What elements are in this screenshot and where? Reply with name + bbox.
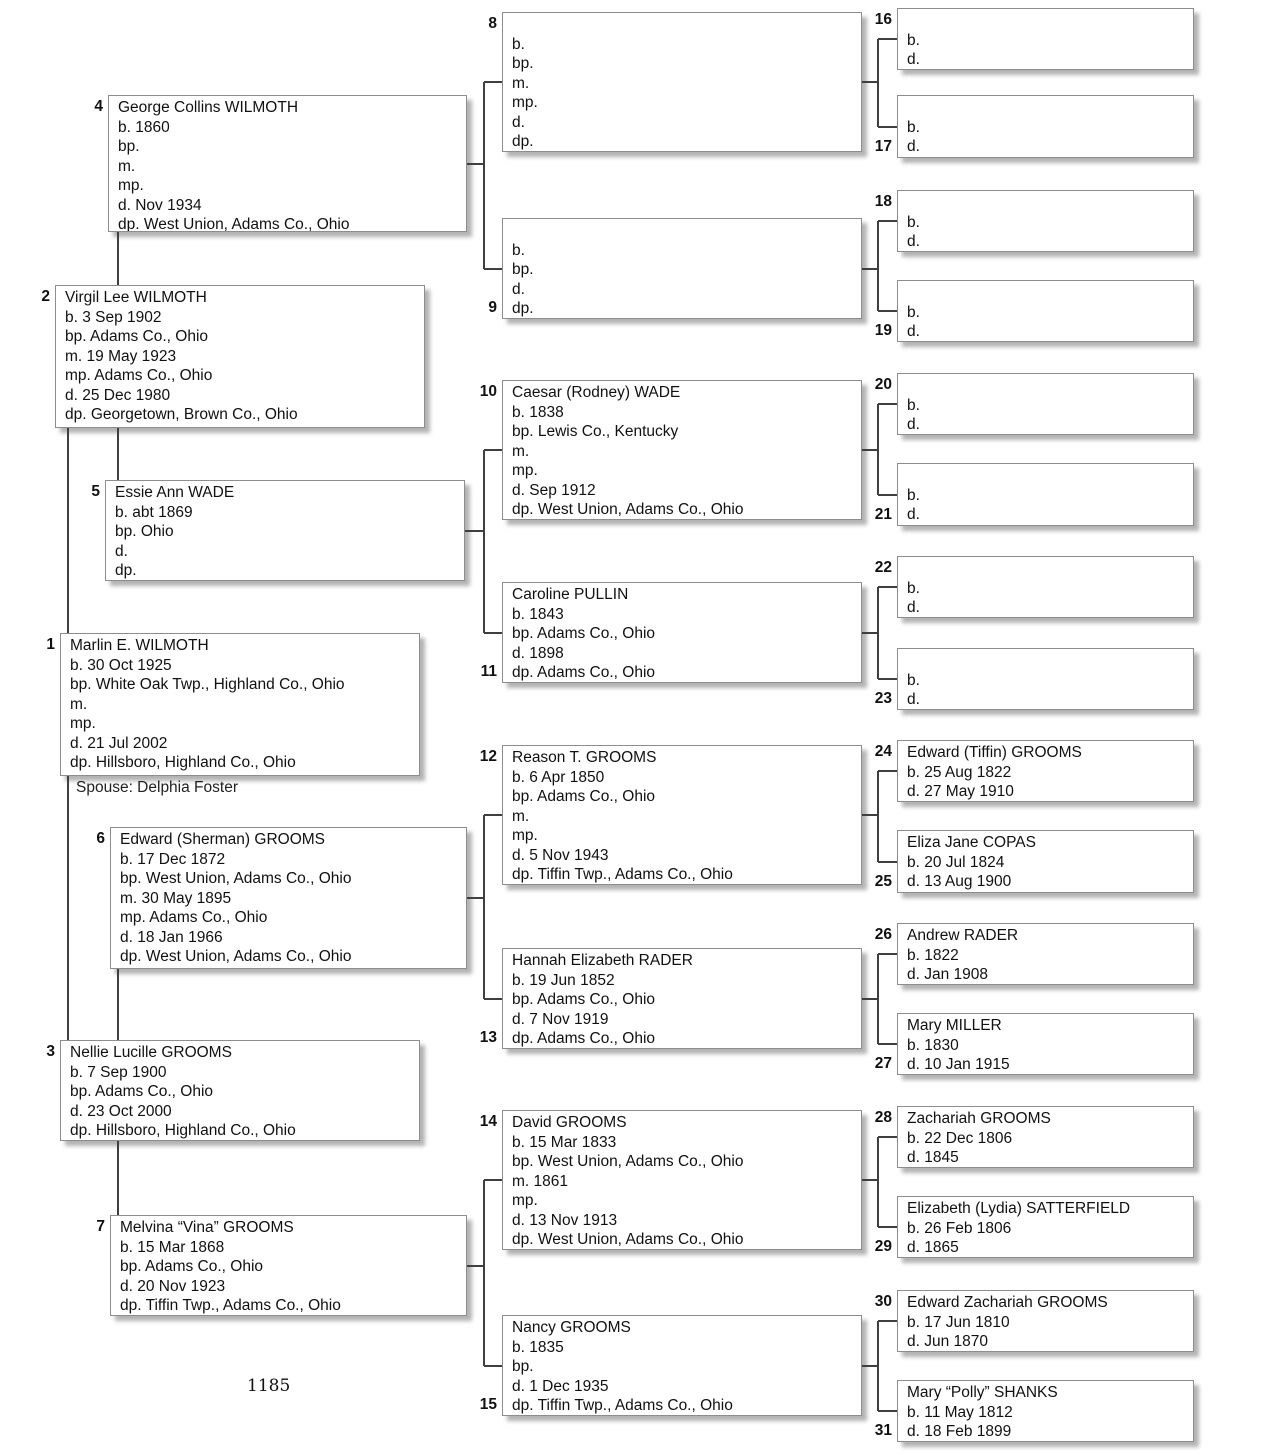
person-number-27: 27 xyxy=(874,1055,892,1072)
person-card-27 xyxy=(897,1013,1194,1075)
person-number-6: 6 xyxy=(96,830,105,847)
person-name: Caroline PULLIN xyxy=(512,586,629,603)
connector-line xyxy=(878,1043,897,1045)
person-field-dp: dp. xyxy=(512,133,534,150)
connector-line xyxy=(862,449,878,451)
person-name: Zachariah GROOMS xyxy=(907,1110,1051,1127)
person-field-d: d. xyxy=(907,51,920,68)
person-box-29 xyxy=(874,1196,1194,1258)
connector-line xyxy=(483,815,485,999)
person-box-3 xyxy=(46,1040,420,1141)
person-number-29: 29 xyxy=(874,1238,892,1255)
person-field-d: d. 1898 xyxy=(512,644,564,662)
connector-line xyxy=(484,1179,502,1181)
person-name: Edward (Tiffin) GROOMS xyxy=(907,744,1082,761)
person-field-d: d. 5 Nov 1943 xyxy=(512,846,609,864)
person-field-b: b. 6 Apr 1850 xyxy=(512,768,605,786)
person-field-bp: bp. Ohio xyxy=(115,523,174,540)
person-number-25: 25 xyxy=(874,873,892,890)
connector-line xyxy=(878,953,897,955)
person-field-m: m. xyxy=(512,74,530,92)
person-field-b: b. xyxy=(907,396,920,414)
person-number-2: 2 xyxy=(41,288,50,305)
person-field-d: d. Sep 1912 xyxy=(512,481,596,499)
person-field-d: d. 13 Aug 1900 xyxy=(907,873,1012,890)
person-field-b: b. 3 Sep 1902 xyxy=(65,308,162,326)
person-field-d: d. xyxy=(907,599,920,616)
person-field-bp: bp. Adams Co., Ohio xyxy=(512,625,656,642)
connector-line xyxy=(877,221,879,311)
connector-line xyxy=(878,586,897,588)
person-field-d: d. xyxy=(907,506,920,523)
person-field-b: b. 25 Aug 1822 xyxy=(907,763,1012,781)
person-card-18 xyxy=(897,190,1194,252)
connector-line xyxy=(878,310,897,312)
person-card-14 xyxy=(502,1110,862,1250)
connector-line xyxy=(483,82,485,269)
connector-line xyxy=(484,81,502,83)
person-box-19 xyxy=(874,280,1194,342)
person-name: Mary “Polly” SHANKS xyxy=(907,1384,1058,1401)
person-number-16: 16 xyxy=(874,11,892,28)
person-field-bp: bp. Adams Co., Ohio xyxy=(70,1083,214,1100)
person-field-dp: dp. West Union, Adams Co., Ohio xyxy=(120,948,352,965)
person-field-bp: bp. Lewis Co., Kentucky xyxy=(512,423,679,440)
person-box-6 xyxy=(96,827,467,969)
connector-line xyxy=(484,268,502,270)
person-name xyxy=(907,559,1187,579)
person-number-20: 20 xyxy=(874,376,892,393)
person-field-mp: mp. Adams Co., Ohio xyxy=(120,909,268,926)
person-field-b: b. xyxy=(907,303,920,321)
person-field-d: d. 10 Jan 1915 xyxy=(907,1056,1010,1073)
person-field-d: d. xyxy=(512,280,525,298)
person-name: Nancy GROOMS xyxy=(512,1319,631,1336)
person-card-8 xyxy=(502,12,862,152)
person-card-13 xyxy=(502,948,862,1049)
spouse-note: Spouse: Delphia Foster xyxy=(76,779,238,796)
connector-line xyxy=(878,126,897,128)
person-card-2 xyxy=(55,285,425,428)
person-field-d: d. xyxy=(907,138,920,155)
person-card-10 xyxy=(502,380,862,520)
person-field-b: b. 1835 xyxy=(512,1338,564,1356)
connector-line xyxy=(862,268,878,270)
person-box-28 xyxy=(874,1106,1194,1168)
person-box-17 xyxy=(874,95,1194,158)
connector-line xyxy=(878,403,897,405)
connector-line xyxy=(877,39,879,127)
person-field-bp: bp. West Union, Adams Co., Ohio xyxy=(120,870,352,887)
person-number-7: 7 xyxy=(96,1218,105,1235)
person-field-dp: dp. Tiffin Twp., Adams Co., Ohio xyxy=(512,866,733,883)
person-box-18 xyxy=(874,190,1194,252)
person-card-28 xyxy=(897,1106,1194,1168)
connector-line xyxy=(862,814,878,816)
person-field-d: d. 21 Jul 2002 xyxy=(70,734,168,752)
person-name xyxy=(907,376,1187,396)
person-card-24 xyxy=(897,740,1194,802)
person-box-11 xyxy=(480,582,862,683)
person-field-b: b. 20 Jul 1824 xyxy=(907,853,1005,871)
person-card-17 xyxy=(897,95,1194,158)
person-field-bp: bp. Adams Co., Ohio xyxy=(65,328,209,345)
person-field-bp: bp. West Union, Adams Co., Ohio xyxy=(512,1153,744,1170)
person-field-b: b. 15 Mar 1833 xyxy=(512,1133,617,1151)
person-field-d: d. 1 Dec 1935 xyxy=(512,1377,609,1395)
person-box-7 xyxy=(96,1215,467,1316)
person-field-bp: bp. xyxy=(512,261,534,278)
person-name: David GROOMS xyxy=(512,1114,627,1131)
person-field-b: b. abt 1869 xyxy=(115,503,193,521)
person-field-d: d. xyxy=(907,691,920,708)
person-field-dp: dp. West Union, Adams Co., Ohio xyxy=(512,1231,744,1248)
person-number-5: 5 xyxy=(91,483,100,500)
person-card-30 xyxy=(897,1290,1194,1352)
person-number-14: 14 xyxy=(479,1113,497,1130)
person-card-11 xyxy=(502,582,862,683)
person-number-15: 15 xyxy=(479,1396,497,1413)
person-name xyxy=(512,15,855,35)
connector-line xyxy=(467,1265,484,1267)
person-number-19: 19 xyxy=(874,322,892,339)
person-field-mp: mp. xyxy=(118,177,144,194)
connector-line xyxy=(484,632,502,634)
person-field-dp: dp. Tiffin Twp., Adams Co., Ohio xyxy=(512,1397,733,1414)
person-card-7 xyxy=(110,1215,467,1316)
person-field-m: m. xyxy=(512,442,530,460)
connector-line xyxy=(67,776,69,1040)
person-field-b: b. xyxy=(907,486,920,504)
connector-line xyxy=(878,678,897,680)
person-field-mp: mp. xyxy=(512,462,538,479)
person-field-dp: dp. Hillsboro, Highland Co., Ohio xyxy=(70,754,296,771)
person-number-26: 26 xyxy=(874,926,892,943)
person-number-30: 30 xyxy=(874,1293,892,1310)
person-field-m: m. 30 May 1895 xyxy=(120,889,232,907)
person-number-4: 4 xyxy=(94,98,103,115)
person-card-6 xyxy=(110,827,467,969)
person-box-10 xyxy=(479,380,862,520)
person-field-d: d. 1845 xyxy=(907,1149,959,1166)
person-card-5 xyxy=(105,480,465,581)
person-box-26 xyxy=(874,923,1194,985)
person-field-d: d. Jan 1908 xyxy=(907,966,989,983)
person-name: Reason T. GROOMS xyxy=(512,749,657,766)
person-field-bp: bp. xyxy=(118,138,140,155)
person-field-mp: mp. xyxy=(512,1192,538,1209)
person-field-m: m. 1861 xyxy=(512,1172,569,1190)
connector-line xyxy=(878,1410,897,1412)
person-field-d: d. 25 Dec 1980 xyxy=(65,386,171,404)
person-card-12 xyxy=(502,745,862,885)
person-name: Elizabeth (Lydia) SATTERFIELD xyxy=(907,1200,1131,1217)
person-number-8: 8 xyxy=(488,15,497,32)
person-box-27 xyxy=(874,1013,1194,1075)
person-field-b: b. 17 Jun 1810 xyxy=(907,1313,1010,1331)
person-card-4 xyxy=(108,95,467,232)
person-field-b: b. 1838 xyxy=(512,403,564,421)
person-number-10: 10 xyxy=(479,383,497,400)
person-box-8 xyxy=(488,12,862,152)
person-box-16 xyxy=(874,8,1194,70)
person-field-bp: bp. White Oak Twp., Highland Co., Ohio xyxy=(70,676,345,693)
person-box-12 xyxy=(479,745,862,885)
person-field-dp: dp. Adams Co., Ohio xyxy=(512,1030,656,1047)
person-number-21: 21 xyxy=(874,506,892,523)
connector-line xyxy=(877,771,879,862)
person-field-mp: mp. xyxy=(70,715,96,732)
person-field-b: b. xyxy=(512,241,525,259)
connector-line xyxy=(465,530,484,532)
person-field-b: b. xyxy=(907,118,920,136)
person-card-20 xyxy=(897,373,1194,435)
person-box-14 xyxy=(479,1110,862,1250)
person-number-17: 17 xyxy=(874,138,892,155)
connector-line xyxy=(878,1136,897,1138)
connector-line xyxy=(484,814,502,816)
person-name xyxy=(907,283,1187,303)
person-field-b: b. 17 Dec 1872 xyxy=(120,850,226,868)
connector-line xyxy=(877,1137,879,1227)
person-field-m: m. xyxy=(512,807,530,825)
person-card-16 xyxy=(897,8,1194,70)
person-card-21 xyxy=(897,463,1194,526)
person-field-b: b. 30 Oct 1925 xyxy=(70,656,172,674)
person-field-b: b. 1860 xyxy=(118,118,170,136)
person-field-d: d. xyxy=(907,233,920,250)
person-name xyxy=(907,11,1187,31)
person-number-3: 3 xyxy=(46,1043,55,1060)
person-box-23 xyxy=(874,648,1194,710)
connector-line xyxy=(67,428,69,633)
person-box-5 xyxy=(91,480,465,581)
person-field-mp: mp. Adams Co., Ohio xyxy=(65,367,213,384)
person-field-d: d. 18 Jan 1966 xyxy=(120,928,223,946)
page-number: 1185 xyxy=(247,1376,291,1396)
person-name: Edward (Sherman) GROOMS xyxy=(120,831,325,848)
connector-line xyxy=(117,969,119,1040)
person-box-30 xyxy=(874,1290,1194,1352)
person-number-31: 31 xyxy=(874,1422,892,1439)
person-card-26 xyxy=(897,923,1194,985)
person-field-dp: dp. Georgetown, Brown Co., Ohio xyxy=(65,406,298,423)
person-box-24 xyxy=(874,740,1194,802)
person-card-3 xyxy=(60,1040,420,1141)
person-field-d: d. 20 Nov 1923 xyxy=(120,1277,226,1295)
person-field-m: m. 19 May 1923 xyxy=(65,347,177,365)
person-field-b: b. 1822 xyxy=(907,946,959,964)
person-field-d: d. xyxy=(115,542,128,560)
person-field-bp: bp. xyxy=(512,1358,534,1375)
connector-line xyxy=(878,38,897,40)
person-name: Caesar (Rodney) WADE xyxy=(512,384,681,401)
connector-line xyxy=(877,587,879,679)
person-field-b: b. 1830 xyxy=(907,1036,959,1054)
connector-line xyxy=(117,1141,119,1215)
person-box-1 xyxy=(46,633,420,776)
person-field-d: d. xyxy=(512,113,525,131)
connector-line xyxy=(483,1180,485,1366)
person-field-b: b. xyxy=(512,35,525,53)
person-box-15 xyxy=(479,1315,862,1416)
person-field-mp: mp. xyxy=(512,94,538,111)
connector-line xyxy=(862,81,878,83)
connector-line xyxy=(117,232,119,285)
connector-line xyxy=(877,404,879,495)
person-field-bp: bp. Adams Co., Ohio xyxy=(512,991,656,1008)
person-name: Marlin E. WILMOTH xyxy=(70,637,209,654)
person-name xyxy=(907,98,1187,118)
person-field-dp: dp. West Union, Adams Co., Ohio xyxy=(512,501,744,518)
person-name xyxy=(907,193,1187,213)
person-field-d: d. 27 May 1910 xyxy=(907,783,1014,800)
connector-line xyxy=(877,954,879,1044)
person-card-23 xyxy=(897,648,1194,710)
person-field-d: d. 13 Nov 1913 xyxy=(512,1211,618,1229)
person-field-b: b. xyxy=(907,213,920,231)
person-card-9 xyxy=(502,218,862,319)
person-name: George Collins WILMOTH xyxy=(118,99,299,116)
connector-line xyxy=(862,998,878,1000)
person-card-15 xyxy=(502,1315,862,1416)
person-field-m: m. xyxy=(70,695,88,713)
person-card-22 xyxy=(897,556,1194,618)
person-box-4 xyxy=(94,95,467,232)
connector-line xyxy=(878,1226,897,1228)
person-field-b: b. 7 Sep 1900 xyxy=(70,1063,167,1081)
person-field-b: b. 19 Jun 1852 xyxy=(512,971,615,989)
person-field-d: d. Jun 1870 xyxy=(907,1333,989,1350)
connector-line xyxy=(484,1365,502,1367)
person-field-bp: bp. Adams Co., Ohio xyxy=(120,1258,264,1275)
person-name xyxy=(512,221,855,241)
connector-line xyxy=(878,1320,897,1322)
person-field-dp: dp. xyxy=(512,300,534,317)
person-field-b: b. 11 May 1812 xyxy=(907,1403,1013,1421)
person-box-2 xyxy=(41,285,425,428)
person-field-b: b. 26 Feb 1806 xyxy=(907,1219,1012,1237)
person-number-18: 18 xyxy=(874,193,892,210)
person-name: Nellie Lucille GROOMS xyxy=(70,1044,232,1061)
person-field-dp: dp. Hillsboro, Highland Co., Ohio xyxy=(70,1122,296,1139)
person-field-b: b. xyxy=(907,579,920,597)
person-number-13: 13 xyxy=(479,1029,497,1046)
person-name: Andrew RADER xyxy=(907,927,1019,944)
person-box-22 xyxy=(874,556,1194,618)
connector-line xyxy=(484,449,502,451)
person-field-bp: bp. xyxy=(512,55,534,72)
connector-line xyxy=(862,1179,878,1181)
connector-line xyxy=(878,770,897,772)
connector-line xyxy=(467,163,484,165)
person-number-22: 22 xyxy=(874,559,892,576)
person-field-dp: dp. Tiffin Twp., Adams Co., Ohio xyxy=(120,1297,341,1314)
person-name: Hannah Elizabeth RADER xyxy=(512,952,693,969)
person-name xyxy=(907,466,1187,486)
connector-line xyxy=(877,1321,879,1411)
person-box-21 xyxy=(874,463,1194,526)
person-card-29 xyxy=(897,1196,1194,1258)
person-name: Eliza Jane COPAS xyxy=(907,834,1036,851)
person-field-b: b. 22 Dec 1806 xyxy=(907,1129,1013,1147)
person-name xyxy=(907,651,1187,671)
person-field-b: b. xyxy=(907,31,920,49)
person-number-1: 1 xyxy=(46,636,55,653)
connector-line xyxy=(862,1365,878,1367)
person-field-d: d. xyxy=(907,323,920,340)
person-number-11: 11 xyxy=(480,663,497,680)
person-name: Virgil Lee WILMOTH xyxy=(65,289,207,306)
person-box-25 xyxy=(874,830,1194,893)
connector-line xyxy=(483,450,485,633)
person-field-mp: mp. xyxy=(512,827,538,844)
person-field-d: d. 18 Feb 1899 xyxy=(907,1423,1012,1440)
person-field-dp: dp. Adams Co., Ohio xyxy=(512,664,656,681)
person-card-25 xyxy=(897,830,1194,893)
person-field-bp: bp. Adams Co., Ohio xyxy=(512,788,656,805)
person-field-d: d. 1865 xyxy=(907,1239,959,1256)
person-field-dp: dp. West Union, Adams Co., Ohio xyxy=(118,216,350,232)
person-field-b: b. 1843 xyxy=(512,605,564,623)
person-field-d: d. Nov 1934 xyxy=(118,196,202,214)
person-box-9 xyxy=(488,218,862,319)
person-number-9: 9 xyxy=(488,299,497,316)
person-box-20 xyxy=(874,373,1194,435)
connector-line xyxy=(484,998,502,1000)
connector-line xyxy=(878,494,897,496)
connector-line xyxy=(878,220,897,222)
person-field-d: d. xyxy=(907,416,920,433)
person-number-23: 23 xyxy=(874,690,892,707)
person-field-m: m. xyxy=(118,157,136,175)
person-field-dp: dp. xyxy=(115,562,137,579)
person-name: Mary MILLER xyxy=(907,1017,1002,1034)
person-name: Essie Ann WADE xyxy=(115,484,235,501)
person-field-b: b. 15 Mar 1868 xyxy=(120,1238,225,1256)
person-number-24: 24 xyxy=(874,743,892,760)
person-number-28: 28 xyxy=(874,1109,892,1126)
person-card-31 xyxy=(897,1380,1194,1442)
connector-line xyxy=(467,897,484,899)
person-field-d: d. 23 Oct 2000 xyxy=(70,1102,172,1120)
person-name: Melvina “Vina” GROOMS xyxy=(120,1219,294,1236)
person-field-d: d. 7 Nov 1919 xyxy=(512,1010,609,1028)
person-card-19 xyxy=(897,280,1194,342)
person-card-1 xyxy=(60,633,420,776)
person-number-12: 12 xyxy=(479,748,497,765)
connector-line xyxy=(117,428,119,480)
person-field-b: b. xyxy=(907,671,920,689)
person-box-13 xyxy=(479,948,862,1049)
person-box-31 xyxy=(874,1380,1194,1442)
person-name: Edward Zachariah GROOMS xyxy=(907,1294,1108,1311)
connector-line xyxy=(862,632,878,634)
connector-line xyxy=(878,861,897,863)
